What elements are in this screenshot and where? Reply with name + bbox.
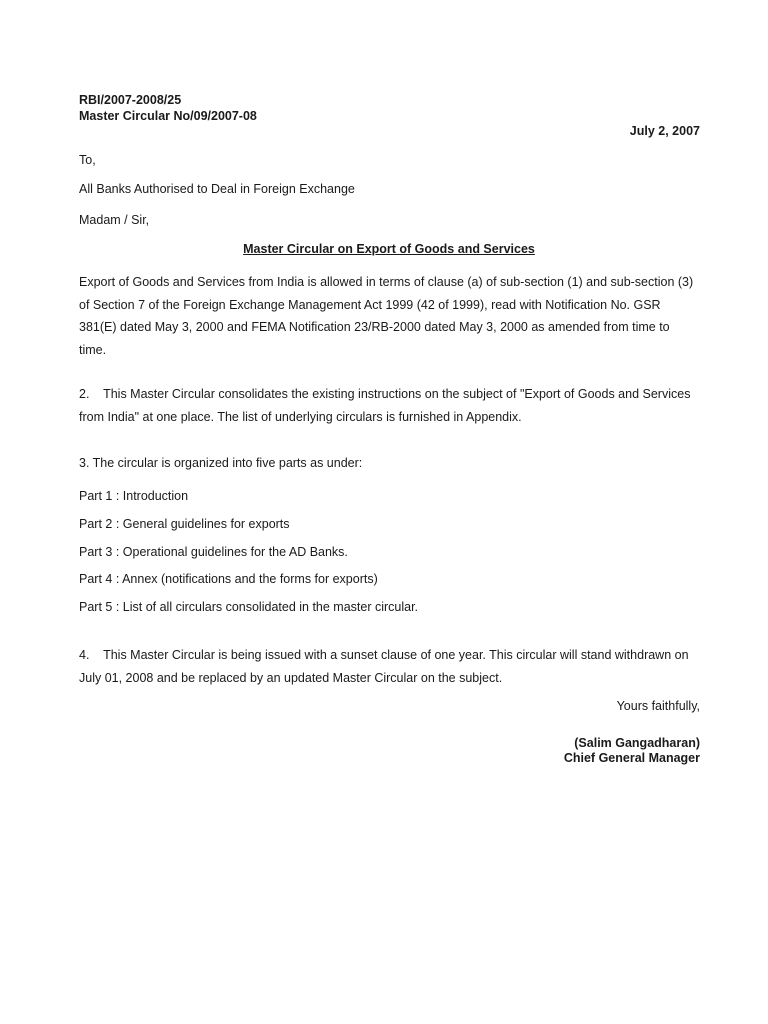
paragraph-2 — [79, 383, 699, 428]
to-line: To, — [79, 153, 96, 167]
paragraph-line: time. — [79, 342, 107, 357]
circular-date: July 2, 2007 — [629, 124, 700, 138]
closing-line: Yours faithfully, — [616, 699, 700, 713]
paragraph-3 — [79, 452, 699, 475]
paragraph-line: 4. This Master Circular is being issued with a sunset clause of one year. This circular will stand withdrawn on — [79, 648, 689, 662]
list-item: Part 4 : Annex (notifications and the forms for exports) — [79, 572, 378, 587]
list-item: Part 3 : Operational guidelines for the AD Banks. — [79, 544, 348, 559]
salutation: Madam / Sir, — [79, 213, 150, 227]
paragraph-line: from India" at one place. The list of underlying circulars is furnished in Appendix. — [79, 409, 522, 424]
paragraph-line: July 01, 2008 and be replaced by an updated Master Circular on the subject. — [79, 670, 503, 685]
paragraph-line: 381(E) dated May 3, 2000 and FEMA Notification 23/RB-2000 dated May 3, 2000 as amended from time to — [79, 320, 670, 334]
paragraph-1 — [79, 271, 699, 361]
addressee: All Banks Authorised to Deal in Foreign Exchange — [79, 182, 355, 196]
list-item: Part 2 : General guidelines for exports — [79, 516, 290, 531]
paragraph-line: 3. The circular is organized into five parts as under: — [79, 456, 363, 470]
reference-number: RBI/2007-2008/25 — [79, 93, 182, 107]
paragraph-4 — [79, 644, 699, 689]
parts-list — [79, 489, 418, 628]
paragraph-line: of Section 7 of the Foreign Exchange Management Act 1999 (42 of 1999), read with Notification No. GSR — [79, 297, 661, 312]
circular-number: Master Circular No/09/2007-08 — [79, 109, 257, 123]
list-item: Part 5 : List of all circulars consolidated in the master circular. — [79, 600, 419, 615]
paragraph-line: 2. This Master Circular consolidates the existing instructions on the subject of "Export of Goods and Services — [79, 387, 691, 401]
signatory-name: (Salim Gangadharan) — [574, 736, 700, 750]
paragraph-line: Export of Goods and Services from India is allowed in terms of clause (a) of sub-section (1) and sub-section (3) — [79, 275, 694, 289]
subject-heading: Master Circular on Export of Goods and Services — [243, 242, 535, 256]
signatory-title: Chief General Manager — [563, 751, 700, 765]
list-item: Part 1 : Introduction — [79, 489, 189, 503]
